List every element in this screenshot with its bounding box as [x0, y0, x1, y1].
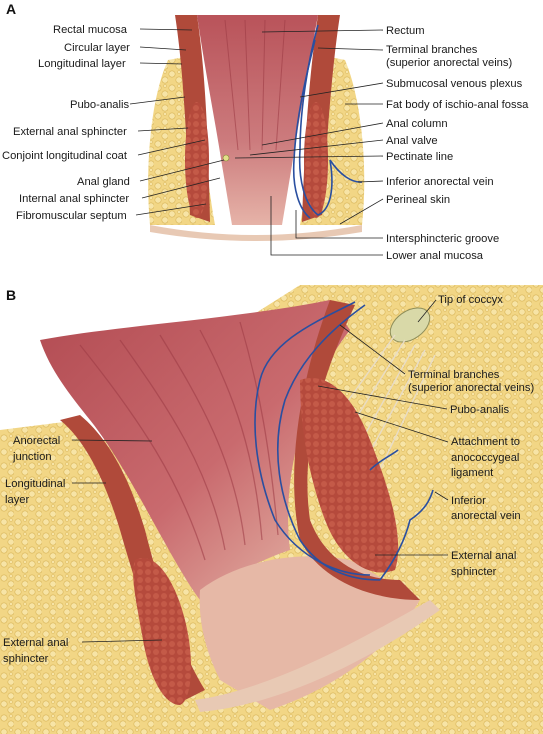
label-perineal-skin: Perineal skin: [386, 194, 451, 206]
label-external-anal-sphincter: External anal sphincter: [13, 126, 127, 138]
label-tip-of-coccyx: Tip of coccyx: [438, 294, 503, 306]
label-ext-sphincter-left-2: sphincter: [3, 653, 49, 665]
label-rectal-mucosa: Rectal mucosa: [53, 24, 127, 36]
panel-a: [2, 1, 529, 262]
label-inferior-vein-2: anorectal vein: [451, 510, 521, 522]
label-fat-body: Fat body of ischio-anal fossa: [386, 99, 529, 111]
external-sphincter-left: [185, 102, 209, 218]
label-terminal-branches-b2: (superior anorectal veins): [408, 382, 535, 394]
label-submucosal-venous-plexus: Submucosal venous plexus: [386, 78, 523, 90]
label-anal-gland: Anal gland: [77, 176, 130, 188]
label-inferior-vein-1: Inferior: [451, 495, 486, 507]
label-attachment-1: Attachment to: [451, 436, 521, 448]
label-ext-sphincter-left-1: External anal: [3, 637, 69, 649]
label-terminal-branches-a1: Terminal branches: [386, 44, 478, 56]
label-longitudinal-layer: Longitudinal layer: [38, 58, 126, 70]
panel-b: [0, 285, 543, 734]
label-pubo-analis-b: Pubo-analis: [450, 404, 510, 416]
label-terminal-branches-b1: Terminal branches: [408, 369, 500, 381]
label-anorectal-junction-2: junction: [13, 451, 52, 463]
label-inferior-anorectal-vein: Inferior anorectal vein: [386, 176, 494, 188]
panel-a-letter: A: [6, 1, 17, 17]
label-lower-anal-mucosa: Lower anal mucosa: [386, 250, 484, 262]
label-ext-sphincter-right-1: External anal: [451, 550, 517, 562]
panel-b-letter: B: [6, 287, 17, 303]
label-anal-valve: Anal valve: [386, 135, 438, 147]
label-ext-sphincter-right-2: sphincter: [451, 566, 497, 578]
label-anorectal-junction-1: Anorectal: [13, 435, 61, 447]
label-terminal-branches-a2: (superior anorectal veins): [386, 57, 513, 69]
leader-circular-layer: [140, 47, 186, 50]
label-internal-anal-sphincter: Internal anal sphincter: [19, 193, 130, 205]
perineal-skin-band: [150, 225, 362, 241]
label-pectinate-line: Pectinate line: [386, 151, 454, 163]
label-anal-column: Anal column: [386, 118, 448, 130]
label-conjoint-longitudinal-coat: Conjoint longitudinal coat: [2, 150, 128, 162]
label-circular-layer: Circular layer: [64, 42, 130, 54]
panel-a-illustration: [148, 15, 364, 241]
label-attachment-2: anococcygeal: [451, 452, 520, 464]
label-rectum: Rectum: [386, 25, 425, 37]
rectal-lumen: [197, 15, 318, 225]
label-attachment-3: ligament: [451, 467, 494, 479]
label-longitudinal-layer-b2: layer: [5, 494, 30, 506]
label-intersphincteric-groove: Intersphincteric groove: [386, 233, 500, 245]
label-fibromuscular-septum: Fibromuscular septum: [16, 210, 127, 222]
label-longitudinal-layer-b1: Longitudinal: [5, 478, 66, 490]
label-pubo-analis: Pubo-analis: [70, 99, 130, 111]
